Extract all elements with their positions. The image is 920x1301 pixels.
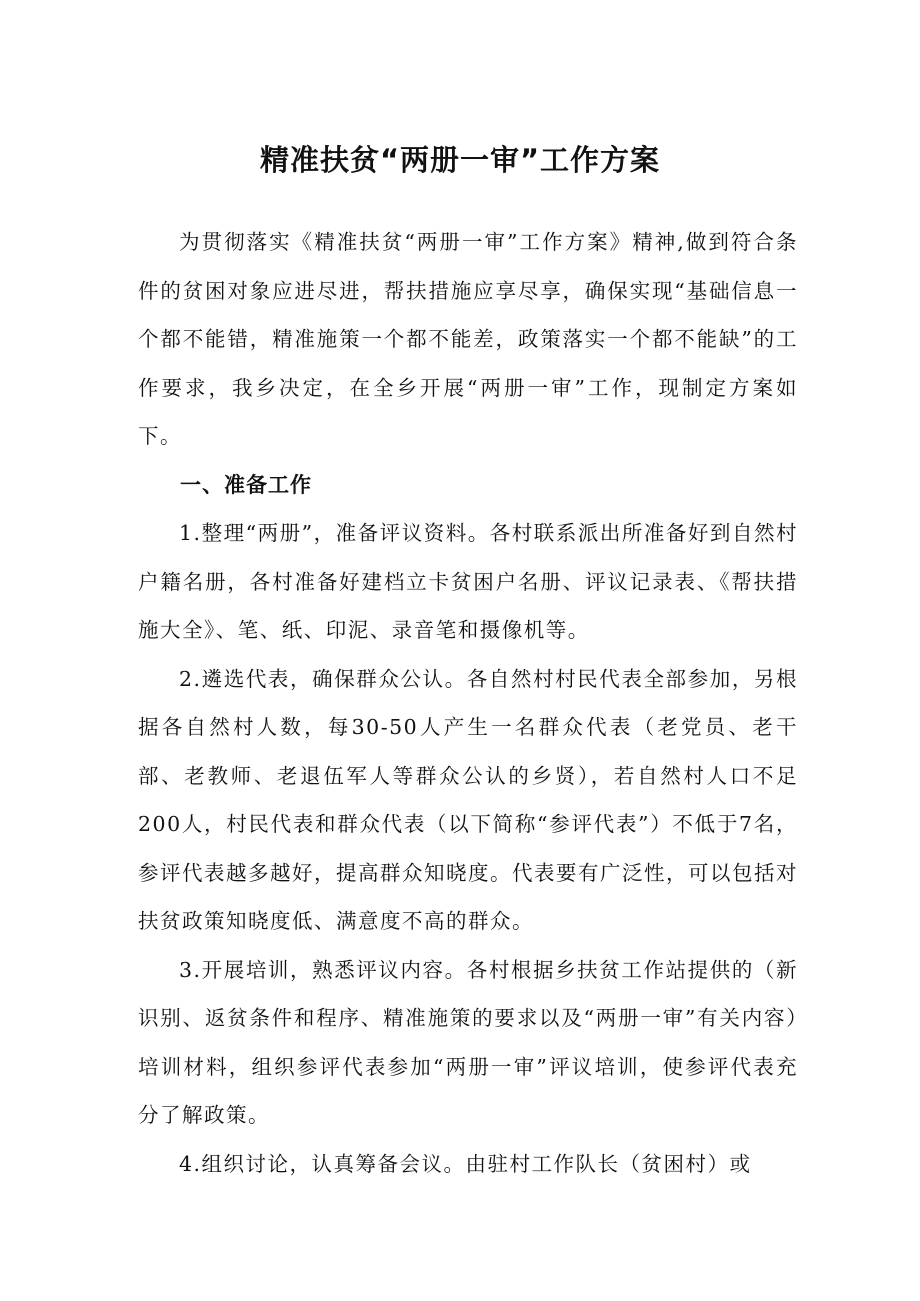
item-paragraph-1: 1.整理“两册”，准备评议资料。各村联系派出所准备好到自然村户籍名册，各村准备好建档立卡贫困户名册、评议记录表、《帮扶措施大全》、笔、纸、印泥、录音笔和摄像机等。: [138, 521, 798, 642]
item-paragraph-4: 4.组织讨论，认真筹备会议。由驻村工作队长（贫困村）或: [179, 1151, 752, 1176]
document-body: [138, 218, 798, 1188]
document-title: 精准扶贫“两册一审”工作方案: [259, 143, 661, 177]
item-paragraph-3: 3.开展培训，熟悉评议内容。各村根据乡扶贫工作站提供的（新识别、返贫条件和程序、精准施策的要求以及“两册一审”有关内容）培训材料，组织参评代表参加“两册一审”评议培训，使参评代表充分了解政策。: [138, 957, 798, 1127]
intro-paragraph: 为贯彻落实《精准扶贫“两册一审”工作方案》精神,做到符合条件的贫困对象应进尽进，帮扶措施应享尽享，确保实现“基础信息一个都不能错，精准施策一个都不能差，政策落实一个都不能缺”的工作要求，我乡决定，在全乡开展“两册一审”工作，现制定方案如下。: [138, 230, 798, 448]
section-heading-preparation: 一、准备工作: [180, 472, 312, 497]
item-paragraph-2: 2.遴选代表，确保群众公认。各自然村村民代表全部参加，另根据各自然村人数，每30-50人产生一名群众代表（老党员、老干部、老教师、老退伍军人等群众公认的乡贤），若自然村人口不足200人，村民代表和群众代表（以下简称“参评代表”）不低于7名，参评代表越多越好，提高群众知晓度。代表要有广泛性，可以包括对扶贫政策知晓度低、满意度不高的群众。: [138, 666, 798, 933]
